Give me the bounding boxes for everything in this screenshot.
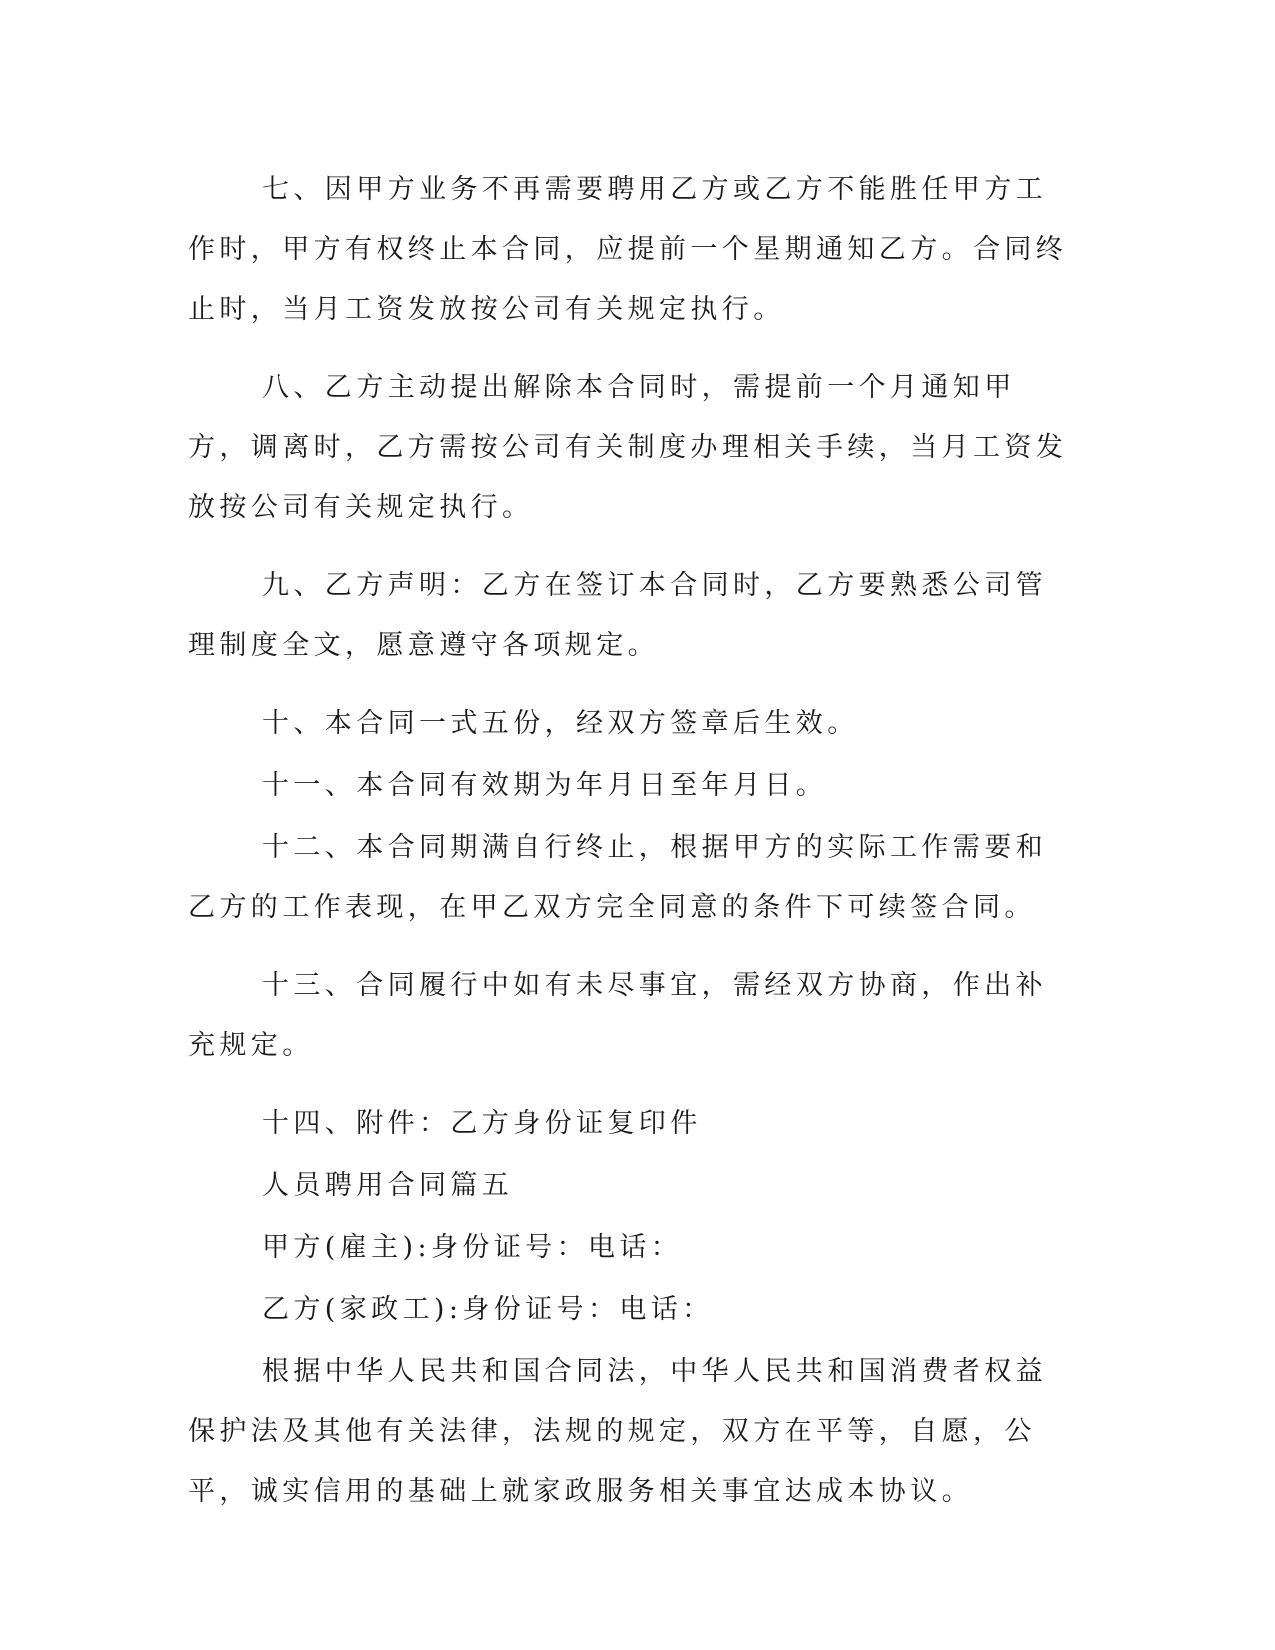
party-b-line: 乙方(家政工):身份证号：电话： xyxy=(262,1294,714,1325)
clause-11: 十一、本合同有效期为年月日至年月日。 xyxy=(262,770,828,801)
clause-7: 七、因甲方业务不再需要聘用乙方或乙方不能胜任甲方工作时，甲方有权终止本合同，应提前一个星期通知乙方。合同终止时，当月工资发放按公司有关规定执行。 xyxy=(188,174,1068,325)
preamble-paragraph: 根据中华人民共和国合同法，中华人民共和国消费者权益保护法及其他有关法律，法规的规定，双方在平等，自愿，公平，诚实信用的基础上就家政服务相关事宜达成本协议。 xyxy=(188,1356,1047,1507)
document-body xyxy=(188,160,1070,1540)
party-a-line: 甲方(雇主):身份证号：电话： xyxy=(262,1232,683,1263)
clause-14: 十四、附件：乙方身份证复印件 xyxy=(262,1108,702,1139)
clause-9: 九、乙方声明：乙方在签订本合同时，乙方要熟悉公司管理制度全文，愿意遵守各项规定。 xyxy=(188,570,1047,661)
section-heading: 人员聘用合同篇五 xyxy=(262,1170,514,1201)
clause-13: 十三、合同履行中如有未尽事宜，需经双方协商，作出补充规定。 xyxy=(188,970,1047,1061)
clause-8: 八、乙方主动提出解除本合同时，需提前一个月通知甲方，调离时，乙方需按公司有关制度办理相关手续，当月工资发放按公司有关规定执行。 xyxy=(188,372,1068,523)
clause-12: 十二、本合同期满自行终止，根据甲方的实际工作需要和乙方的工作表现，在甲乙双方完全同意的条件下可续签合同。 xyxy=(188,832,1047,923)
clause-10: 十、本合同一式五份，经双方签章后生效。 xyxy=(262,708,859,739)
